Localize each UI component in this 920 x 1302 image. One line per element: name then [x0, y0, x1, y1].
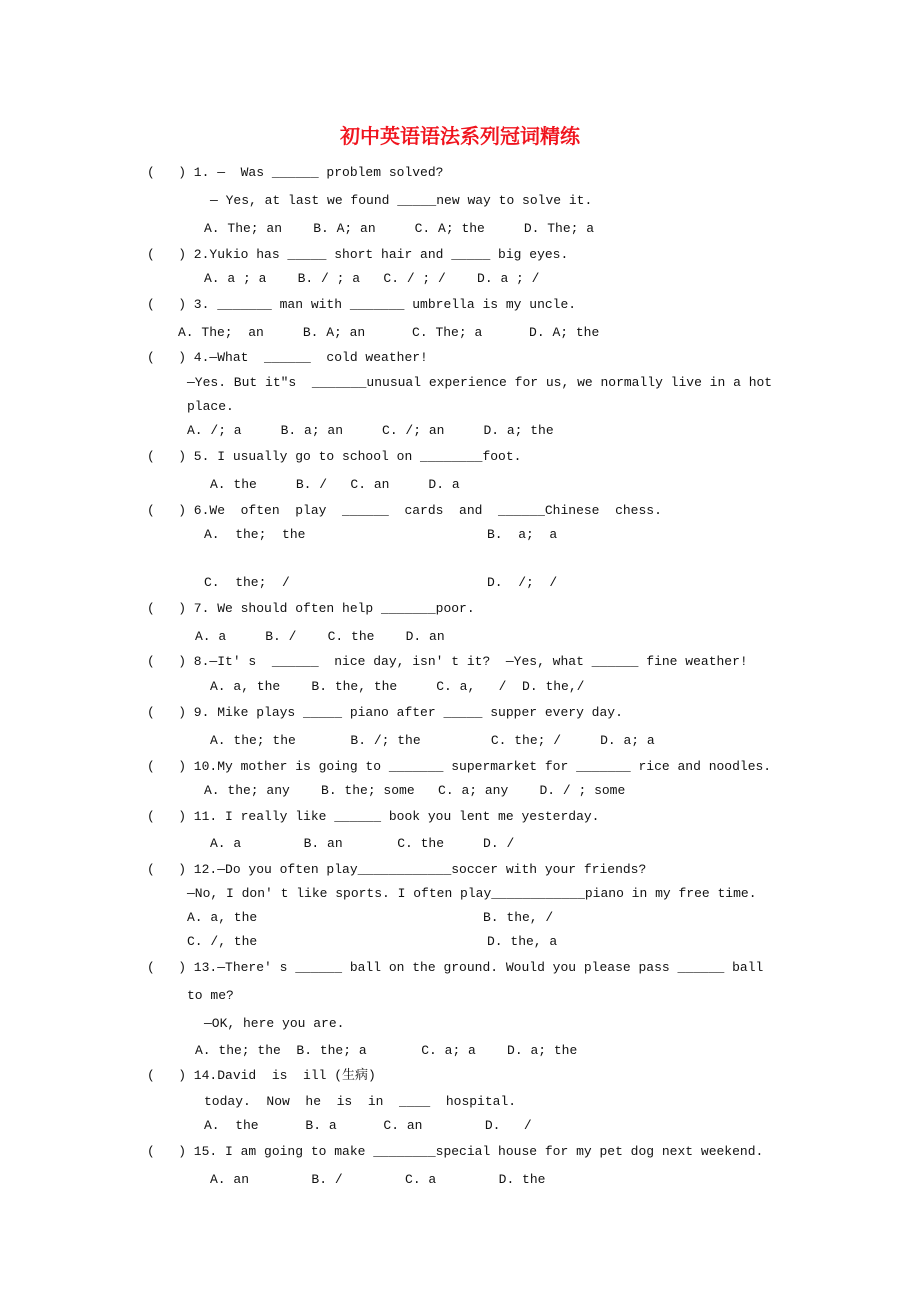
- question-6-option-b: B. a; a: [487, 527, 558, 542]
- question-9: ( ) 9. Mike plays _____ piano after _____ supper every day.: [147, 705, 623, 720]
- question-15: ( ) 15. I am going to make ________special house for my pet dog next weekend.: [147, 1144, 764, 1159]
- question-15-options: A. an B. / C. a D. the: [210, 1172, 546, 1187]
- question-12-option-b: B. the, /: [483, 910, 554, 925]
- question-13-line-3: —OK, here you are.: [204, 1016, 345, 1031]
- question-14-options: A. the B. a C. an D. /: [204, 1118, 532, 1133]
- question-10-options: A. the; any B. the; some C. a; any D. / ; some: [204, 783, 626, 798]
- question-12-option-d: D. the, a: [487, 934, 558, 949]
- question-6-option-c: C. the; /: [204, 575, 290, 590]
- question-14: ( ) 14.David is ill (生病): [147, 1068, 376, 1083]
- question-14-line-2: today. Now he is in ____ hospital.: [204, 1094, 517, 1109]
- question-7: ( ) 7. We should often help _______poor.: [147, 601, 475, 616]
- question-13: ( ) 13.—There' s ______ ball on the ground. Would you please pass ______ ball: [147, 960, 764, 975]
- question-7-options: A. a B. / C. the D. an: [195, 629, 445, 644]
- question-1-options: A. The; an B. A; an C. A; the D. The; a: [204, 221, 595, 236]
- question-3-options: A. The; an B. A; an C. The; a D. A; the: [178, 325, 600, 340]
- question-6-option-d: D. /; /: [487, 575, 558, 590]
- question-1: ( ) 1. — Was ______ problem solved?: [147, 165, 444, 180]
- question-2: ( ) 2.Yukio has _____ short hair and _____ big eyes.: [147, 247, 569, 262]
- question-4-options: A. /; a B. a; an C. /; an D. a; the: [187, 423, 554, 438]
- question-9-options: A. the; the B. /; the C. the; / D. a; a: [210, 733, 655, 748]
- question-4: ( ) 4.—What ______ cold weather!: [147, 350, 428, 365]
- question-12-option-a: A. a, the: [187, 910, 258, 925]
- question-6-option-a: A. the; the: [204, 527, 306, 542]
- question-12-option-c: C. /, the: [187, 934, 258, 949]
- question-11-options: A. a B. an C. the D. /: [210, 836, 515, 851]
- question-13-line-2: to me?: [187, 988, 234, 1003]
- question-10: ( ) 10.My mother is going to _______ supermarket for _______ rice and noodles.: [147, 759, 772, 774]
- question-3: ( ) 3. _______ man with _______ umbrella is my uncle.: [147, 297, 577, 312]
- question-8-options: A. a, the B. the, the C. a, / D. the,/: [210, 679, 585, 694]
- question-2-options: A. a ; a B. / ; a C. / ; / D. a ; /: [204, 271, 540, 286]
- question-5: ( ) 5. I usually go to school on ________foot.: [147, 449, 522, 464]
- question-6: ( ) 6.We often play ______ cards and ______Chinese chess.: [147, 503, 662, 518]
- question-5-options: A. the B. / C. an D. a: [210, 477, 460, 492]
- question-12-line-2: —No, I don' t like sports. I often play____________piano in my free time.: [187, 886, 757, 901]
- question-4-line-2: —Yes. But it″s _______unusual experience for us, we normally live in a hot: [187, 375, 773, 390]
- question-12: ( ) 12.—Do you often play____________soccer with your friends?: [147, 862, 647, 877]
- question-8: ( ) 8.—It' s ______ nice day, isn' t it? —Yes, what ______ fine weather!: [147, 654, 748, 669]
- question-11: ( ) 11. I really like ______ book you lent me yesterday.: [147, 809, 600, 824]
- question-4-line-3: place.: [187, 399, 234, 414]
- page-title: 初中英语语法系列冠词精练: [340, 124, 580, 148]
- question-13-options: A. the; the B. the; a C. a; a D. a; the: [195, 1043, 578, 1058]
- question-1-line-2: — Yes, at last we found _____new way to solve it.: [210, 193, 593, 208]
